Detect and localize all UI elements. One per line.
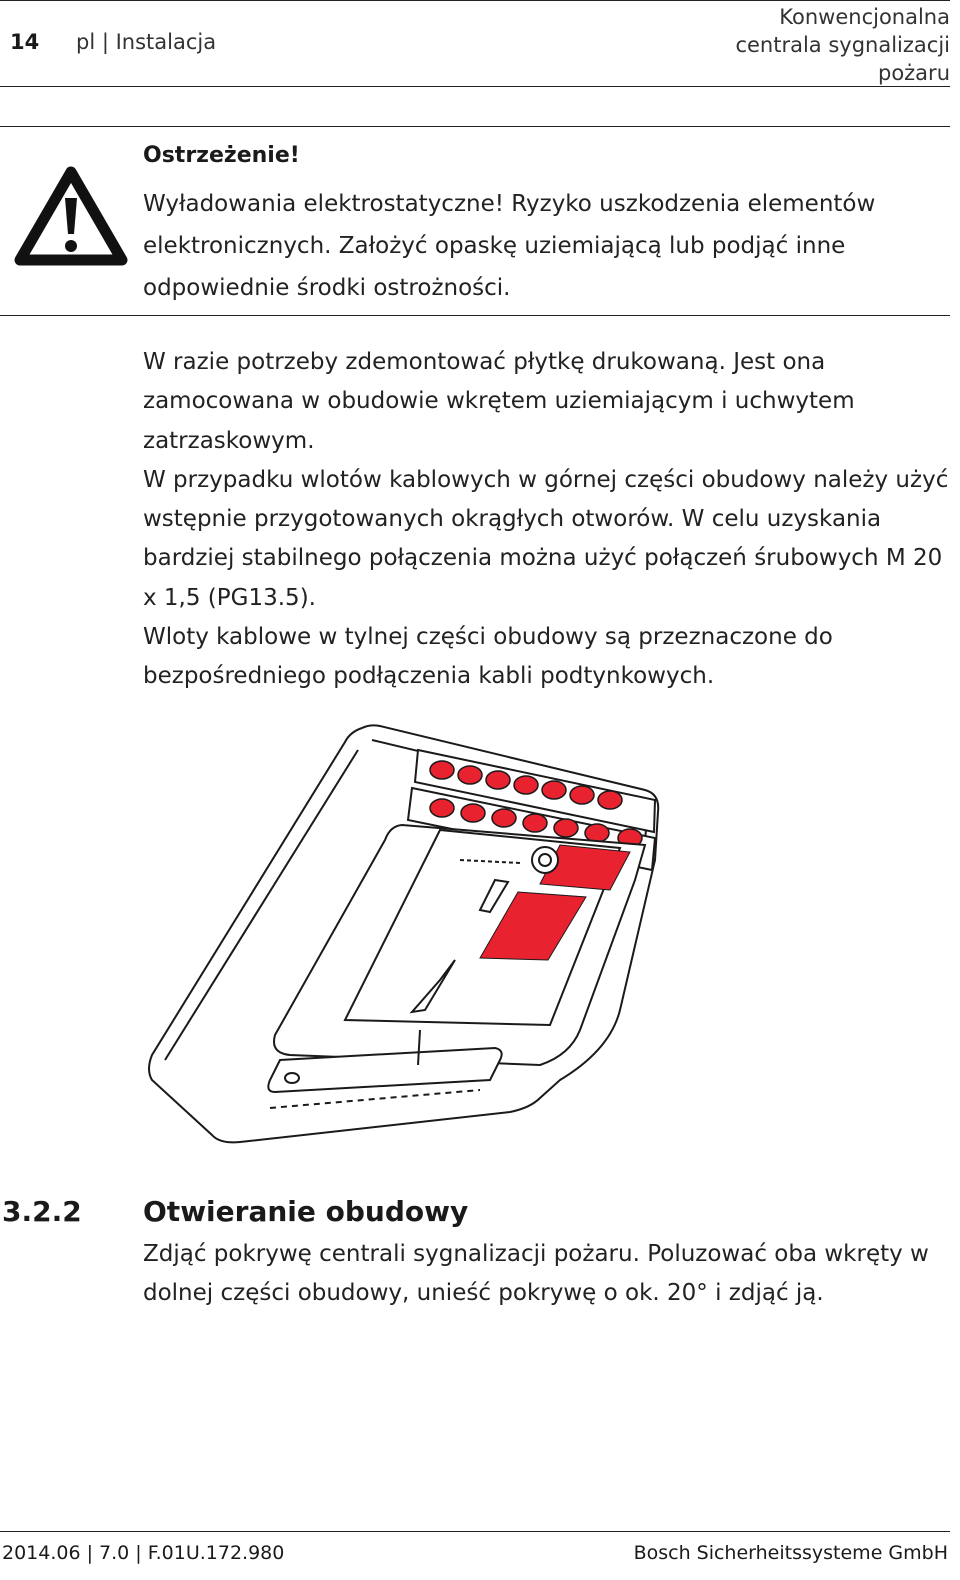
housing-illustration (140, 720, 670, 1154)
paragraph-pcb-removal: W razie potrzeby zdemontować płytkę drukowaną. Jest ona zamocowana w obudowie wkrętem uziemiającym i uchwytem zatrzaskowym. (143, 349, 855, 454)
warning-title: Ostrzeżenie! (143, 143, 300, 168)
footer-company: Bosch Sicherheitssysteme GmbH (633, 1542, 948, 1564)
header-doc-title: Konwencjonalna centrala sygnalizacji pożaru (735, 5, 950, 85)
warning-text: Wyładowania elektrostatyczne! Ryzyko uszkodzenia elementów elektronicznych. Założyć opaskę uziemiającą lub podjąć inne odpowiednie środki ostrożności. (143, 191, 876, 301)
footer-doc-info: 2014.06 | 7.0 | F.01U.172.980 (2, 1542, 285, 1564)
header-section: pl | Instalacja (76, 30, 217, 54)
section-number: 3.2.2 (2, 1195, 82, 1228)
body-text (143, 343, 953, 697)
footer-rule (0, 1531, 950, 1532)
warning-triangle-icon (10, 162, 132, 276)
paragraph-top-cable-entries: W przypadku wlotów kablowych w górnej części obudowy należy użyć wstępnie przygotowanych okrągłych otworów. W celu uzyskania bardziej stabilnego połączenia można użyć połączeń śrubowych M 20 x 1,5 (PG13.5). (143, 466, 949, 611)
warning-top-rule (0, 126, 950, 127)
header-bottom-rule (0, 86, 950, 87)
page-number: 14 (10, 30, 40, 54)
section-title: Otwieranie obudowy (143, 1195, 469, 1228)
warning-bottom-rule (0, 315, 950, 316)
header-top-rule (0, 0, 950, 1)
section-text: Zdjąć pokrywę centrali sygnalizacji pożaru. Poluzować oba wkręty w dolnej części obudowy, unieść pokrywę o ok. 20° i zdjąć ją. (143, 1241, 929, 1307)
paragraph-rear-cable-entries: Wloty kablowe w tylnej części obudowy są przeznaczone do bezpośredniego podłączenia kabli podtynkowych. (143, 624, 833, 690)
